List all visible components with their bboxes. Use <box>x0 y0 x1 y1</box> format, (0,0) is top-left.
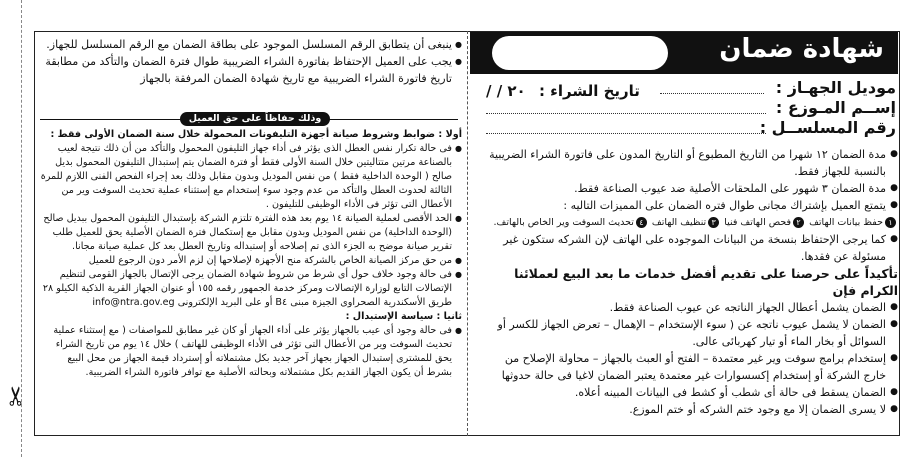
page-title: شهادة ضمان <box>719 34 884 64</box>
coverage-item: ● الضمان لا يشمل عيوب ناتجه عن ( سوء الإستخدام – الإهمال – تعرض الجهاز للكسر أو السوائل أو بخار الماء أو تيار كهربائى عالى. <box>482 316 898 350</box>
serial-stamp-box <box>492 36 668 70</box>
purchase-date-template: ٢٠ / / <box>486 82 526 100</box>
note-item: ● يجب على العميل الإحتفاظ بفاتورة الشراء الضريبية طوال فترة الضمان والتأكد من مطابقة تاريخ فاتورة الشراء الضريبية مع تاريخ شهادة الضمان المرفقة بالجهاز <box>40 53 462 87</box>
maintenance-item: ● فى حالة تكرار نفس العطل الذى يؤثر فى أداء جهاز التليفون المحمول والتأكد من أن ذلك نتيجة لعيب بالصناعة مرتين متتاليتين خلال السنة الأولى فقط أو فترة الضمان يتم إستبدال التليفون المحمول بديل صالح ( الوحدة الداخلية فقط ) من نفس الموديل وبدون مقابل وذلك بعد إجراء الفحص الفنى اللازم للمرة الثالثة لحدوث العطل والتأكد من عدم وجود سوء إستخدام مع إستثناء عملية تحديث السوفت وير من الأعطال التى تؤثر فى الأداء الوظيفى للتليفون . <box>40 142 462 212</box>
serial-line <box>486 132 766 134</box>
feature-number: ٣ <box>708 217 719 228</box>
customer-rights-banner: وذلك حفاظاً على حق العميل <box>180 112 330 126</box>
features-list <box>482 214 898 231</box>
feature-number: ٢ <box>793 217 804 228</box>
feature-number: ٤ <box>636 217 647 228</box>
purchase-date <box>486 82 640 100</box>
serial-label: رقم المسلســل : <box>759 118 896 137</box>
feature-number: ١ <box>885 217 896 228</box>
feature-text: فحص الهاتف فنيا <box>724 217 792 228</box>
feature-text: حفظ بيانات الهاتف <box>809 217 883 228</box>
section-heading: ثانيا : سياسة الإستبدال : <box>345 311 462 322</box>
coverage-item: ● الضمان يشمل أعطال الجهاز الناتجه عن عيوب الصناعة فقط. <box>482 299 898 316</box>
coverage-item: ● إستخدام برامج سوفت وير غير معتمدة – الفتح أو العبث بالجهاز – محاولة الإصلاح من خارج الشركة أو إستخدام إكسسوارات غير معتمدة يعتبر الضمان لاغيا فى حالة حدوثها <box>482 350 898 384</box>
backup-note: ● كما يرجى الإحتفاظ بنسخة من البيانات الموجوده على الهاتف لإن الشركه ستكون غير مسئولة عن فقدها. <box>482 231 898 265</box>
scissors-icon: ✂ <box>1 385 32 407</box>
term-item: ● مدة الضمان ٣ شهور على الملحقات الأصلية ضد عيوب الصناعة فقط. <box>482 180 898 197</box>
note-item: ● ينبغى أن يتطابق الرقم المسلسل الموجود على بطاقة الضمان مع الرقم المسلسل للجهاز. <box>40 36 462 53</box>
coverage-item: ● الضمان يسقط فى حالة أى شطب أو كشط فى البيانات المبينه أعلاه. <box>482 384 898 401</box>
model-line <box>660 92 764 94</box>
term-item: ● يتمتع العميل بإشتراك مجانى طوال فتره الضمان على المميزات التاليه : <box>482 197 898 214</box>
distributor-line <box>486 112 766 114</box>
feature-text: تحديث السوفت وير الخاص بالهاتف. <box>493 217 634 228</box>
maintenance-terms <box>40 128 462 380</box>
exchange-item: ● فى حالة وجود أى عيب بالجهاز يؤثر على أداء الجهاز أو كان غير مطابق للمواصفات ( مع إستثناء عملية تحديث السوفت وير من الأعطال التى تؤثر فى الأداء الوظيفى للهاتف ) خلال ١٤ يوم من تاريخ الشراء يحق للمشترى إستبدال الجهاز بجهاز آخر جديد بكل مشتملاته أو إسترداد قيمة الجهاز من محل البيع بشرط أن يكون الجهاز القديم بكل مشتملاته وبحالته الأصلية مع توافر فاتورة الشراء الضريبية. <box>40 324 462 380</box>
model-label: موديل الجهـاز : <box>775 78 896 97</box>
warranty-terms <box>482 146 898 418</box>
maintenance-item: ● الحد الأقصى لعملية الصيانة ١٤ يوم بعد هذه الفترة تلتزم الشركة بإستبدال التليفون المحمول ببديل صالح (الوحدة الداخلية) من نفس الموديل وبدون مقابل مع إستكمال فترة الضمان الأصلية يحق للعميل طلب تقرير صيانة موضح به الجزء الذى تم إصلاحه أو إستبداله وتاريخ العطل بعد كل عملية صيانة مجانا. <box>40 212 462 254</box>
section-heading: أولا : ضوابط وشروط صيانة أجهزة التليفونات المحمولة خلال سنة الضمان الأولى فقط : <box>50 129 462 140</box>
customer-notes <box>40 36 462 87</box>
coverage-item: ● لا يسرى الضمان إلا مع وجود ختم الشركه أو ختم الموزع. <box>482 401 898 418</box>
title-bar <box>470 32 898 74</box>
commitment-heading: تأكيداً على حرصنا على تقديم أفضل خدمات ما بعد البيع لعملائنا الكرام فإن <box>514 266 898 298</box>
purchase-date-label: تاريخ الشراء : <box>538 82 640 100</box>
feature-text: تنظيف الهاتف <box>651 217 707 228</box>
distributor-label: إســم المـوزع : <box>775 98 896 117</box>
term-item: ● مدة الضمان ١٢ شهرا من التاريخ المطبوع أو التاريخ المدون على فاتورة الشراء الضريبية بالنسبة للجهاز فقط. <box>482 146 898 180</box>
maintenance-item: ● فى حالة وجود خلاف حول أى شرط من شروط شهادة الضمان يرجى الإتصال بالجهاز القومى لتنظيم الإتصالات التابع لوزارة الإتصالات ومركز خدمة الجمهور رقمه ١٥٥ أو عنوان الجهاز القرية الذكية الكيلو ٢٨ طريق الأسكندرية الصحراوى الجيزة مبنى B٤ أو على البريد الإلكترونى info@ntra.gov.eg <box>40 268 462 310</box>
maintenance-item: ● من حق مركز الصيانة الخاص بالشركة منح الأجهزة لإصلاحها إن لزم الأمر دون الرجوع للعميل <box>40 254 462 268</box>
panel-divider <box>467 31 468 436</box>
